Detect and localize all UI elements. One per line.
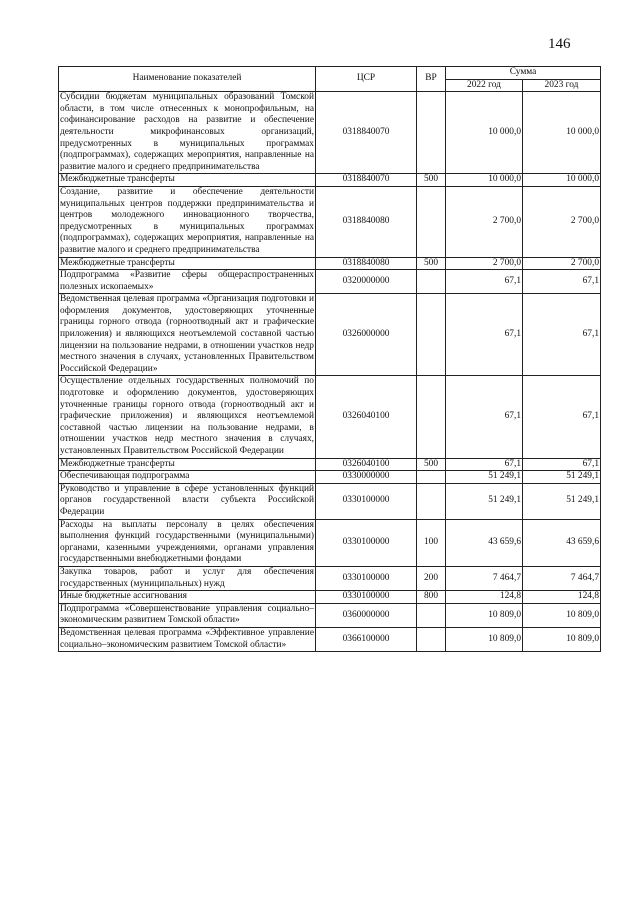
row-csr: 0330100000: [316, 566, 417, 590]
row-csr: 0326040100: [316, 458, 417, 471]
row-csr: 0360000000: [316, 603, 417, 627]
table-row: [59, 376, 601, 458]
header-csr: ЦСР: [316, 67, 417, 92]
row-sum-2023: 51 249,1: [523, 483, 601, 519]
row-name: Подпрограмма «Развитие сферы общераспространенных полезных ископаемых»: [59, 270, 316, 294]
row-name: Руководство и управление в сфере установленных функций органов государственной власти субъекта Российской Федерации: [59, 483, 316, 519]
row-vr: [417, 627, 446, 651]
row-sum-2022: 10 809,0: [446, 627, 523, 651]
row-sum-2022: 43 659,6: [446, 519, 523, 566]
table-row: [59, 566, 601, 590]
row-name: Субсидии бюджетам муниципальных образований Томской области, в том числе отнесенных к монопрофильным, на софинансирование расходов на развитие и обеспечение деятельности микрофинансовых организаций, предусмотренных в муниципальных программах (подпрограммах), содержащих мероприятия, направленные на развитие малого и среднего предпринимательства: [59, 92, 316, 174]
row-sum-2023: 67,1: [523, 294, 601, 376]
row-sum-2023: 43 659,6: [523, 519, 601, 566]
row-csr: 0326040100: [316, 376, 417, 458]
row-sum-2022: 67,1: [446, 270, 523, 294]
row-sum-2023: 51 249,1: [523, 471, 601, 484]
row-name: Расходы на выплаты персоналу в целях обеспечения выполнения функций государственными (муниципальными) органами, казенными учреждениями, органами управления государственными внебюджетными фондами: [59, 519, 316, 566]
table-row: [59, 294, 601, 376]
header-sum: Сумма: [446, 67, 601, 80]
row-vr: [417, 270, 446, 294]
row-vr: 500: [417, 458, 446, 471]
budget-table: [58, 66, 601, 652]
row-csr: 0326000000: [316, 294, 417, 376]
row-name: Осуществление отдельных государственных полномочий по подготовке и оформлению документов, удостоверяющих уточненные границы горного отвода (горноотводный акт и графические приложения) и являющихся неотъемлемой составной частью лицензии на пользование недрами, в отношении участков недр местного значения в случаях, установленных Правительством Российской Федерации: [59, 376, 316, 458]
row-sum-2023: 2 700,0: [523, 186, 601, 257]
row-sum-2023: 67,1: [523, 458, 601, 471]
header-year-2022: 2022 год: [446, 79, 523, 92]
table-row: [59, 471, 601, 484]
row-csr: 0330100000: [316, 483, 417, 519]
row-vr: [417, 186, 446, 257]
row-sum-2023: 10 000,0: [523, 174, 601, 187]
row-csr: 0320000000: [316, 270, 417, 294]
table-row: [59, 591, 601, 604]
header-year-2023: 2023 год: [523, 79, 601, 92]
row-name: Ведомственная целевая программа «Эффективное управление социально–экономическим развитием Томской области»: [59, 627, 316, 651]
row-sum-2022: 67,1: [446, 458, 523, 471]
row-name: Межбюджетные трансферты: [59, 458, 316, 471]
row-name: Ведомственная целевая программа «Организация подготовки и оформления документов, удостоверяющих уточненные границы горного отвода (горноотводный акт и графические приложения) и являющихся неотъемлемой составной частью лицензии на пользование недрами, в отношении участков недр местного значения в случаях, установленных Правительством Российской Федерации»: [59, 294, 316, 376]
row-sum-2022: 7 464,7: [446, 566, 523, 590]
table-row: [59, 483, 601, 519]
row-name: Подпрограмма «Совершенствование управления социально–экономическим развитием Томской области»: [59, 603, 316, 627]
row-sum-2023: 10 809,0: [523, 627, 601, 651]
row-sum-2023: 10 000,0: [523, 92, 601, 174]
row-csr: 0330000000: [316, 471, 417, 484]
row-sum-2023: 67,1: [523, 376, 601, 458]
row-vr: 500: [417, 257, 446, 270]
table-row: [59, 627, 601, 651]
header-name: Наименование показателей: [59, 67, 316, 92]
table-row: [59, 92, 601, 174]
row-csr: 0366100000: [316, 627, 417, 651]
row-sum-2023: 2 700,0: [523, 257, 601, 270]
row-sum-2022: 2 700,0: [446, 186, 523, 257]
row-sum-2022: 51 249,1: [446, 471, 523, 484]
table-row: [59, 603, 601, 627]
row-csr: 0330100000: [316, 519, 417, 566]
row-vr: [417, 376, 446, 458]
row-csr: 0318840070: [316, 92, 417, 174]
row-name: Иные бюджетные ассигнования: [59, 591, 316, 604]
row-vr: [417, 603, 446, 627]
row-sum-2023: 67,1: [523, 270, 601, 294]
row-sum-2022: 51 249,1: [446, 483, 523, 519]
row-name: Межбюджетные трансферты: [59, 257, 316, 270]
row-sum-2022: 67,1: [446, 376, 523, 458]
table-body: [59, 92, 601, 652]
row-csr: 0318840080: [316, 257, 417, 270]
row-csr: 0330100000: [316, 591, 417, 604]
row-sum-2023: 7 464,7: [523, 566, 601, 590]
row-vr: 100: [417, 519, 446, 566]
table-row: [59, 186, 601, 257]
row-sum-2023: 124,8: [523, 591, 601, 604]
row-csr: 0318840080: [316, 186, 417, 257]
row-sum-2022: 10 809,0: [446, 603, 523, 627]
table-row: [59, 174, 601, 187]
page-number: 146: [548, 36, 571, 52]
row-name: Создание, развитие и обеспечение деятельности муниципальных центров поддержки предпринимательства и центров молодежного инновационного творчества, предусмотренных в муниципальных программах (подпрограммах), содержащих мероприятия, направленные на развитие малого и среднего предпринимательства: [59, 186, 316, 257]
row-vr: 800: [417, 591, 446, 604]
row-vr: [417, 294, 446, 376]
row-name: Межбюджетные трансферты: [59, 174, 316, 187]
row-vr: [417, 483, 446, 519]
row-sum-2022: 67,1: [446, 294, 523, 376]
table-row: [59, 270, 601, 294]
table-row: [59, 458, 601, 471]
row-sum-2023: 10 809,0: [523, 603, 601, 627]
row-vr: 500: [417, 174, 446, 187]
row-name: Обеспечивающая подпрограмма: [59, 471, 316, 484]
row-sum-2022: 2 700,0: [446, 257, 523, 270]
row-sum-2022: 10 000,0: [446, 174, 523, 187]
header-vr: ВР: [417, 67, 446, 92]
table-row: [59, 519, 601, 566]
row-csr: 0318840070: [316, 174, 417, 187]
row-vr: 200: [417, 566, 446, 590]
row-sum-2022: 124,8: [446, 591, 523, 604]
row-vr: [417, 471, 446, 484]
row-sum-2022: 10 000,0: [446, 92, 523, 174]
row-vr: [417, 92, 446, 174]
row-name: Закупка товаров, работ и услуг для обеспечения государственных (муниципальных) нужд: [59, 566, 316, 590]
table-row: [59, 257, 601, 270]
